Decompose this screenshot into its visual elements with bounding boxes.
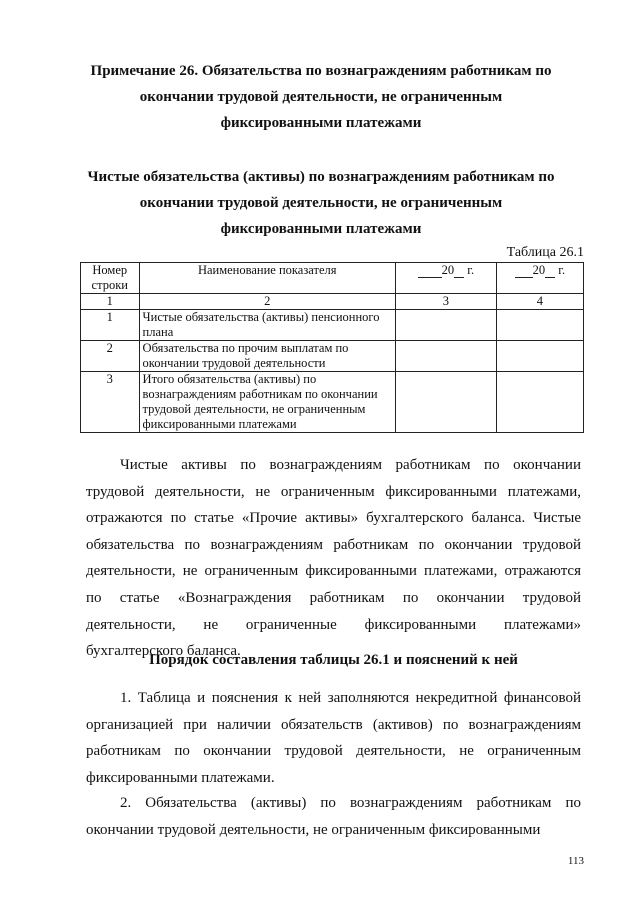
- table-row: [81, 341, 584, 372]
- table-caption: Таблица 26.1: [506, 245, 584, 260]
- page-number: 113: [567, 855, 584, 867]
- year-blank: [515, 265, 533, 278]
- row-name: Чистые обязательства (активы) пенсионного плана: [139, 310, 395, 341]
- row-value-2: [496, 310, 583, 341]
- year-suffix: г.: [558, 263, 566, 277]
- row-value-1: [395, 310, 496, 341]
- row-number: 1: [81, 310, 140, 341]
- year-blank: [418, 265, 442, 278]
- year-value-1: 20: [441, 263, 455, 277]
- row-name: Обязательства по прочим выплатам по окончании трудовой деятельности: [139, 341, 395, 372]
- header-year-2: [496, 263, 583, 294]
- column-number-row: [81, 294, 584, 310]
- column-number: 1: [81, 294, 140, 310]
- table-row: [81, 372, 584, 433]
- note-title: Примечание 26. Обязательства по вознаграждениям работникам по окончании трудовой деятельности, не ограниченным фиксированными платежами: [90, 63, 552, 131]
- paragraph-item-2: 2. Обязательства (активы) по вознаграждениям работникам по окончании трудовой деятельности, не ограниченным фиксированными: [86, 795, 581, 838]
- column-number: 2: [139, 294, 395, 310]
- year-blank: [454, 265, 464, 278]
- column-number: 3: [395, 294, 496, 310]
- row-number: 3: [81, 372, 140, 433]
- header-year-1: [395, 263, 496, 294]
- table-row: [81, 310, 584, 341]
- header-indicator-name: Наименование показателя: [139, 263, 395, 294]
- paragraph-item-1: 1. Таблица и пояснения к ней заполняются некредитной финансовой организацией при наличии обязательств (активов) по вознаграждениям работникам по окончании трудовой деятельности, не ограниченным фиксированными платежами.: [86, 690, 581, 786]
- row-value-2: [496, 341, 583, 372]
- section-heading: Порядок составления таблицы 26.1 и пояснений к ней: [149, 652, 518, 668]
- row-name: Итого обязательства (активы) по вознаграждениям работникам по окончании трудовой деятельности, не ограниченным фиксированными платежами: [139, 372, 395, 433]
- table-title: Чистые обязательства (активы) по вознаграждениям работникам по окончании трудовой деятельности, не ограниченным фиксированными платежами: [87, 169, 555, 237]
- year-value-2: 20: [532, 263, 546, 277]
- row-value-1: [395, 341, 496, 372]
- year-blank: [545, 265, 555, 278]
- year-suffix: г.: [467, 263, 475, 277]
- row-value-2: [496, 372, 583, 433]
- row-number: 2: [81, 341, 140, 372]
- row-value-1: [395, 372, 496, 433]
- paragraph-net-assets: Чистые активы по вознаграждениям работникам по окончании трудовой деятельности, не ограниченным фиксированными платежами, отражаются по статье «Прочие активы» бухгалтерского баланса. Чистые обязательства по вознаграждениям работникам по окончании трудовой деятельности, не ограниченным фиксированными платежами, отражаются по статье «Вознаграждения работникам по окончании трудовой деятельности, не ограниченные фиксированными платежами» бухгалтерского баланса.: [86, 457, 581, 660]
- table-header-row: [81, 263, 584, 294]
- obligations-table: [80, 262, 584, 433]
- column-number: 4: [496, 294, 583, 310]
- header-row-number: Номер строки: [81, 263, 140, 294]
